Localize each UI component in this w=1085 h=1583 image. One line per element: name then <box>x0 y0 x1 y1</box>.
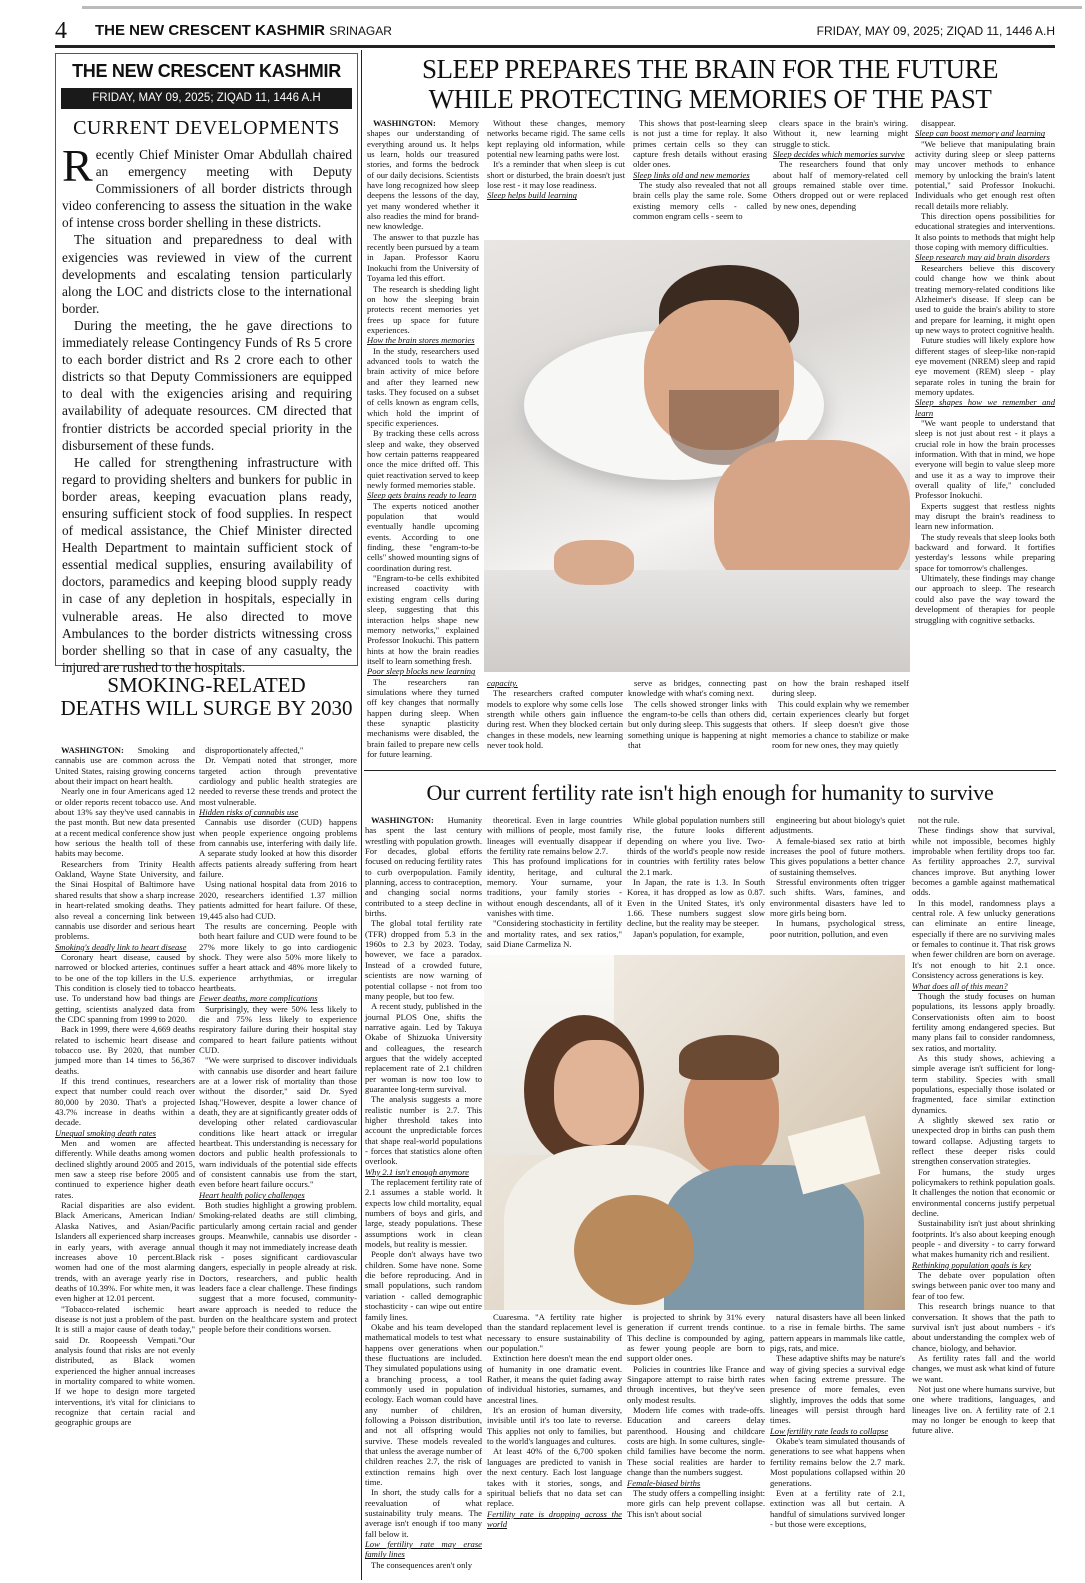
paragraph: "Tobacco-related ischemic heart disease is not just a problem of the past. It is still a major cause of death today," said Dr. Roopeessh Vempati."Our analysis found that risks are not evenly distributed, as Black women experienced the higher annual increases in mortality compared to white women. If we hope to design more targeted interventions, it's vital for clinicians to recognize that certain racial and geographic groups are <box>55 1303 195 1428</box>
paragraph <box>365 815 482 918</box>
paragraph: The debate over population often swings between panic over too many and fear of too few. <box>912 1270 1055 1301</box>
paragraph: If this trend continues, researchers expect that number could reach over 80,000 by 2030. That's a projected 43.7% increase in deaths within a decade. <box>55 1076 195 1128</box>
paragraph: The consequences aren't only <box>371 1559 473 1570</box>
paragraph: The cells showed stronger links with the engram-to-be cells than others did, but only during sleep. This suggests that something unique is happening at night that <box>628 698 767 751</box>
paragraph: As this study shows, achieving a simple average isn't sufficient for long-term stability. Species with small populations, especially those isolated or fragmented, face similar extinction dynamics. <box>912 1052 1055 1115</box>
paragraph: Cuaresma. "A fertility rate higher than the standard replacement level is necessary to ensure sustainability of our population." <box>487 1312 622 1354</box>
fertility-column-4-top <box>770 815 905 953</box>
paragraph: Coronary heart disease, caused by narrowed or blocked arteries, continues to be one of the top killers in the U.S. This condition is closely tied to tobacco use. To understand how bad things are getting, scientists analyzed data from the CDC spanning from 1999 to 2020. <box>55 951 195 1024</box>
paragraph: is projected to shrink by 31% every generation if current trends continue. This decline is compounded by aging, as fewer young people are born to support older ones. <box>627 1312 765 1364</box>
sleep-headline-line1: SLEEP PREPARES THE BRAIN FOR THE FUTURE <box>421 54 999 84</box>
paragraph: Policies in countries like France and Singapore attempt to raise birth rates through incentives, but they've seen only modest results. <box>627 1363 765 1405</box>
paragraph: While global population numbers still rise, the future looks different depending on where you live. Two-thirds of the world's people now reside in countries with fertility rates below the 2.1 mark. <box>627 815 765 877</box>
paragraph: theoretical. Even in large countries with millions of people, most family lineages will eventually disappear if the fertility rate remains below 2.7. <box>487 815 622 857</box>
current-developments-box <box>55 53 358 675</box>
paragraph: Cannabis use disorder (CUD) happens when people experience ongoing problems from cannabis use, interfering with daily life. A separate study looked at how this disorder affects patients already suffering from heart failure. <box>199 817 357 880</box>
current-developments-body <box>62 140 352 675</box>
paragraph: During the meeting, the he gave directions to immediately release Contingency Funds of Rs 5 crore to each border district and Rs 2 crore each to other districts so that Deputy Commissioners are equipped to deal with the exigencies arising and requiring availability of adequate resources. CM directed that frontier districts be accorded special priority in the disbursement of these funds. <box>62 317 352 453</box>
paragraph: For humans, the study urges policymakers to rethink population goals. It challenges the notion that economic or environmental concerns justify perpetual decline. <box>912 1166 1055 1219</box>
paragraph: The experts noticed another population that would eventually handle upcoming events. According to one finding, these "engram-to-be cells" showed mounting signs of coordination during rest. <box>367 500 479 573</box>
sleep-column-4-top <box>773 118 908 238</box>
page-number: 4 <box>55 18 67 44</box>
subheading: Sleep shapes how we remember and learn <box>915 397 1055 418</box>
paragraph: This direction opens possibilities for educational strategies and interventions. It also points to methods that might help those coping with memory difficulties. <box>915 211 1055 253</box>
paragraph: In this model, randomness plays a central role. A few unlucky generations can eliminate an entire lineage, especially if there are no surviving males or females to continue it. That risk grows when fewer children are born on average. It's not enough to hit 2.1 once. Consistency across generations is key. <box>912 897 1055 981</box>
paragraph: These findings show that survival, while not impossible, becomes highly improbable when fertility drops too far. As fertility approaches 2.7, survival chances improve. But anything lower becomes a gamble against mathematical odds. <box>912 825 1055 898</box>
paragraph-text: Humanity has spent the last century wrestling with population growth. For decades, global efforts focused on reducing fertility rates to curb overpopulation. Family planning, access to contraception, and changing social norms contributed to a steep decline in births. <box>365 815 482 919</box>
paragraph: Japan's population, for example, <box>633 928 745 939</box>
paragraph: The researchers found that only about half of memory-related cell groups remained stable over time. Others dropped out or were replaced by new ones, depending <box>773 159 908 211</box>
drop-cap: R <box>62 140 93 191</box>
paragraph: disappear. <box>921 118 956 128</box>
header-date: FRIDAY, MAY 09, 2025; ZIQAD 11, 1446 A.H <box>816 24 1055 38</box>
column-divider <box>361 50 362 1580</box>
paragraph <box>55 745 195 786</box>
paragraph: People don't always have two children. Some have none. Some die before reproducing. And in small populations, such random variation - called demographic stochasticity - can wipe out entire family lines. <box>365 1249 482 1322</box>
paragraph: Okabe and his team developed mathematical models to test what happens over generations when these fluctuations are included. They simulated populations using a branching process, a tool commonly used in population ecology. Each woman could have any number of children, following a Poisson distribution, and not all offspring would survive. These models revealed that unless the average number of children reaches 2.7, the risk of extinction remains high over time. <box>365 1321 482 1487</box>
box-date: FRIDAY, MAY 09, 2025; ZIQAD 11, 1446 A.H <box>92 92 321 104</box>
paragraph: Experts suggest that restless nights may disrupt the brain's readiness to learn new information. <box>915 500 1055 532</box>
sleep-column-3-bottom <box>628 678 767 766</box>
paragraph: "We were surprised to discover individuals with cannabis use disorder and heart failure are at a lower risk of mortality than those without the disorder," said Dr. Syed Ishaq."However, despite a lower chance of death, they are at significantly greater odds of developing other related cardiovascular conditions like heart attack or irregular heartbeat. This understanding is necessary for doctors and public health professionals to warn individuals of the potential side effects of consistent cannabis use from the start, even before heart failure occurs." <box>199 1055 357 1190</box>
paragraph: ecently Chief Minister Omar Abdullah chaired an emergency meeting with Deputy Commissioners of all border districts through video conferencing to assess the situation in the wake of intense cross border shelling in these districts. <box>62 147 352 231</box>
paragraph: It's an erosion of human diversity, invisible until it's too late to reverse. This applies not only to families, but to the world's languages and cultures. <box>487 1405 622 1447</box>
subheading: Low fertility rate may erase family lines <box>365 1539 482 1560</box>
subheading: Rethinking population goals is key <box>912 1259 1031 1270</box>
sleep-headline <box>365 54 1055 114</box>
fertility-column-5 <box>912 815 1055 1580</box>
subheading: Hidden risks of cannabis use <box>199 807 299 818</box>
paragraph: This shows that post-learning sleep is not just a time for replay. It also primes certain cells so they can capture fresh details without erasing older ones. <box>633 118 767 170</box>
couple-photo <box>484 955 905 1310</box>
subheading: How the brain stores memories <box>367 335 475 346</box>
masthead <box>95 22 392 39</box>
article-divider <box>364 770 1056 771</box>
paragraph: Sustainability isn't just about shrinking footprints. It's also about keeping enough people - and diversity - to carry forward what makes humanity rich and resilient. <box>912 1218 1055 1260</box>
subheading: Sleep links old and new memories <box>633 169 750 180</box>
fertility-column-4-bottom <box>770 1312 905 1580</box>
smoking-headline-line1: SMOKING-RELATED <box>107 673 306 697</box>
paragraph: In humans, psychological stress, poor nutrition, pollution, and even <box>770 918 905 939</box>
paragraph: A slightly skewed sex ratio or unexpected drop in births can push them toward collapse. Adjusting targets to reflect these deeper risks could strengthen conservation strategies. <box>912 1114 1055 1167</box>
paragraph: natural disasters have all been linked to a rise in female births. The same pattern appears in mammals like cattle, pigs, rats, and mice. <box>770 1312 905 1354</box>
fertility-headline: Our current fertility rate isn't high enough for humanity to survive <box>426 780 994 805</box>
paragraph: This research brings nuance to that conversation. It shows that the path to survival isn't just about numbers - it's about understanding the complex web of chance, biology, and behavior. <box>912 1301 1055 1353</box>
fertility-column-2-bottom <box>487 1312 622 1580</box>
paragraph: As fertility rates fall and the world changes, we must ask what kind of future we want. <box>912 1352 1055 1384</box>
paragraph: A recent study, published in the journal PLOS One, shifts the narrative again. Led by Takuya Okabe of Shizuoka University and colleagues, the research argues that the widely accepted replacement rate of 2.1 children per woman is now too low to guarantee long-term survival. <box>365 1001 482 1094</box>
paragraph: In the study, researchers used advanced tools to watch the brain activity of mice before and after they learned new tasks. They focused on a subset of cells known as engram cells, which hold the imprint of specific experiences. <box>367 345 479 428</box>
subheading: Low fertility rate leads to collapse <box>770 1425 889 1436</box>
paragraph: The study also revealed that not all brain cells play the same role. Some existing memory cells - called common engram cells - seem to <box>633 180 767 222</box>
paragraph: Even at a fertility rate of 2.1, extinction was all but certain. A handful of simulations survived longer - but those were exceptions, <box>770 1487 905 1529</box>
box-masthead: THE NEW CRESCENT KASHMIR <box>72 61 341 81</box>
paragraph: In short, the study calls for a reevaluation of what sustainability truly means. The average isn't enough if too many fall below it. <box>365 1487 482 1539</box>
paragraph: disproportionately affected," <box>205 745 304 755</box>
fertility-column-3-top <box>627 815 765 953</box>
paragraph: Men and women are affected differently. While deaths among women declined slightly around 2005 and 2015, men saw a steep rise before 2005 and continued to experience higher death rates. <box>55 1138 195 1200</box>
paragraph: The analysis suggests a more realistic number is 2.7. This higher threshold takes into account the unpredictable forces that shape real-world populations - forces that statistics alone often overlook. <box>365 1094 482 1167</box>
paragraph: Racial disparities are also evident. Black Americans, American Indian/ Alaska Natives, and Asian/Pacific Islanders all experienced sharp increases in early years, with average annual increases above 10 percent.Black women had one of the most alarming trends, with an average yearly rise in deaths of 10.39%. For white men, it was even higher at 12.01 percent. <box>55 1200 195 1304</box>
subheading: Female-biased births <box>627 1477 701 1488</box>
dateline: WASHINGTON: <box>61 745 124 755</box>
sleep-column-5 <box>915 118 1055 766</box>
paragraph-text: Memory shapes our understanding of everything around us. It helps us learn, holds our treasured stories, and forms the bedrock of our daily decisions. Scientists have long recognized how sleep deepens the lessons of the day, yet many wondered whether it also readies the mind for brand-new knowledge. <box>367 118 479 232</box>
paragraph: This has profound implications for identity, heritage, and cultural memory. Your surname, your traditions, your family stories - without enough descendants, all of it vanishes with time. <box>487 856 622 919</box>
paragraph: Ultimately, these findings may change our approach to sleep. The research could also pave the way toward the development of therapies for people struggling with cognitive setbacks. <box>915 573 1055 625</box>
paragraph: Extinction here doesn't mean the end of humanity in one dramatic event. Rather, it means the quiet fading away of individual histories, surnames, and ancestral lines. <box>487 1353 622 1405</box>
sleep-column-3-top <box>633 118 767 238</box>
paragraph: The study reveals that sleep looks both backward and forward. It fortifies yesterday's lessons while preparing space for tomorrow's challenges. <box>915 531 1055 573</box>
subheading: capacity. <box>487 678 518 688</box>
paragraph: Surprisingly, they were 50% less likely to die and 75% less likely to experience respiratory failure during their hospital stay compared to heart failure patients without CUD. <box>199 1003 357 1055</box>
sleep-column-4-bottom <box>772 678 909 766</box>
fertility-column-1 <box>365 815 482 1580</box>
subheading: Unequal smoking death rates <box>55 1127 156 1138</box>
top-divider <box>82 6 1082 9</box>
paragraph: The replacement fertility rate of 2.1 assumes a stable world. It expects low child mortality, equal numbers of boys and girls, and large, steady populations. These assumptions work in clean models, but reality is messier. <box>365 1177 482 1250</box>
paragraph: "We want people to understand that sleep is not just about rest - it plays a crucial role in how the brain processes information. With that in mind, we hope everyone will begin to value sleep more and use it as a way to improve their overall quality of life," concluded Professor Inokuchi. <box>915 417 1055 501</box>
paragraph: At least 40% of the 6,700 spoken languages are predicted to vanish in the next century. Each lost language takes with it stories, songs, and spiritual beliefs that no data set can replace. <box>487 1446 622 1509</box>
paragraph: By tracking these cells across sleep and wake, they observed how certain patterns reappeared once the mice drifted off. This quiet reactivation served to keep newly formed memories stable. <box>367 428 479 491</box>
header-rule <box>55 45 1055 48</box>
subheading: Fertility rate is dropping across the world <box>487 1508 622 1529</box>
paragraph: This could explain why we remember certain experiences clearly but forget others. If sleep doesn't give those memories a chance to stabilize or make room for new ones, they may quietly <box>772 698 909 751</box>
paragraph <box>367 118 479 232</box>
paragraph: These adaptive shifts may be nature's way of giving species a survival edge when facing extreme pressure. The presence of more females, even slightly, improves the odds that some lineages will persist through hard times. <box>770 1353 905 1426</box>
dateline: WASHINGTON: <box>373 118 436 128</box>
paragraph: A female-biased sex ratio at birth increases the pool of future mothers. This gives populations a better chance of sustaining themselves. <box>770 835 905 877</box>
paragraph: The researchers crafted computer models to explore why some cells lose strength while others gain influence during rest. When they blocked certain changes in these models, new learning never took hold. <box>487 688 623 751</box>
paragraph: Future studies will likely explore how different stages of sleep-like non-rapid eye movement (NREM) sleep and rapid eye movement (REM) sleep - play separate roles in tuning the brain for memory updates. <box>915 335 1055 397</box>
sleeping-man-photo <box>484 240 910 672</box>
paragraph: He called for strengthening infrastructure with regard to providing shelters and bunkers for public in border areas, keeping evacuation plans ready, ensuring sufficient stock of food supplies. In respect of medical assistance, the Chief Minister directed Health Department to maintain sufficient stock of essential medical supplies, ensuring availability of doctors, paramedics and keeping blood supply ready in case of any depletion in hospitals, especially in vulnerable areas. He also directed to move Ambulances to the border districts witnessing cross border shelling so that in case of any casualty, the injured are rushed to the hospitals. <box>62 454 352 675</box>
paragraph: Stressful environments often trigger such shifts. Wars, famines, and environmental disasters have led to more girls being born. <box>770 877 905 919</box>
paragraph: on how the brain reshaped itself during sleep. <box>772 678 909 699</box>
subheading: Sleep helps build learning <box>487 190 577 201</box>
subheading: Fewer deaths, more complications <box>199 993 318 1004</box>
paragraph: The answer to that puzzle has recently been pursued by a team in Japan. Professor Kaoru Inokuchi from the University of Toyama led this effort. <box>367 231 479 284</box>
paragraph: The results are concerning. People with both heart failure and CUD were found to be 27% more likely to go into cardiogenic shock. They were also 50% more likely to suffer a heart attack and 48% more likely to experience arrhythmias, or irregular heartbeats. <box>199 920 357 993</box>
subheading: What does all of this mean? <box>912 980 1008 991</box>
paragraph: Researchers from Trinity Health Oakland, Wayne State University, and the Sinai Hospital of Baltimore have shared results that show a sharp increase in heart-related smoking deaths. They also reveal a concerning link between cannabis use disorder and serious heart problems. <box>55 858 195 942</box>
city: SRINAGAR <box>329 24 392 38</box>
paragraph: The situation and preparedness to deal with exigencies was reviewed in view of the current developments and escalating tension particularly along the LOC and districts close to the international border. <box>62 232 352 316</box>
subheading: Sleep can boost memory and learning <box>915 128 1046 139</box>
paragraph: The researchers ran simulations where they turned off key changes that normally happen during sleep. When these synaptic plasticity mechanisms were disabled, the brain failed to prepare new cells for future learning. <box>367 676 479 759</box>
paragraph: Both studies highlight a growing problem. Smoking-related deaths are still climbing, particularly among certain racial and gender groups. Meanwhile, cannabis use disorder - though it may not immediately increase death risk - poses significant cardiovascular dangers, especially in people already at risk. Doctors, researchers, and public health leaders face a clear challenge. These findings suggest that a more focused, community-aware approach is needed to reduce the burden on the healthcare system and protect people before their conditions worsen. <box>199 1200 357 1335</box>
paragraph: Nearly one in four Americans aged 12 or older reports recent tobacco use. And about 13% say they've used cannabis in the past month. But new data presented at a recent medical conference show just how serious the health toll of these habits may become. <box>55 786 195 859</box>
smoking-headline-line2: DEATHS WILL SURGE BY 2030 <box>60 696 353 720</box>
paragraph: Dr. Vempati noted that stronger, more targeted action through preventative cardiology and public health strategies are needed to reverse these trends and protect the most vulnerable. <box>199 755 357 807</box>
paragraph: "Engram-to-be cells exhibited increased coactivity with existing engram cells during sleep, suggesting that this interaction helps shape new memory networks," explained Professor Inokuchi. This pattern hints at how the brain readies itself to learn something fresh. <box>367 573 479 666</box>
subheading: Sleep research may aid brain disorders <box>915 252 1050 263</box>
paragraph: Back in 1999, there were 4,669 deaths related to ischemic heart disease and tobacco use. By 2020, that number jumped more than 14 times to 56,367 deaths. <box>55 1024 195 1076</box>
sleep-column-2-bottom <box>487 678 623 766</box>
subheading: Sleep gets brains ready to learn <box>367 490 477 501</box>
paper-name: THE NEW CRESCENT KASHMIR <box>95 22 326 39</box>
sleep-column-1 <box>367 118 479 766</box>
current-developments-title: CURRENT DEVELOPMENTS <box>73 117 340 139</box>
paragraph: The research is shedding light on how the sleeping brain protects recent memories yet frees up space for future experiences. <box>367 283 479 335</box>
paragraph: clears space in the brain's wiring. Without it, new learning might struggle to stick. <box>773 118 908 149</box>
paragraph: engineering but about biology's quiet adjustments. <box>770 815 905 836</box>
paragraph: Using national hospital data from 2016 to 2020, researchers identified 1.37 million patients admitted for heart failure. Of these, 19,445 also had CUD. <box>199 879 357 921</box>
smoking-column-2 <box>199 745 357 1580</box>
paragraph: "Considering stochasticity in fertility and mortality rates, and sex ratios," said Diane Carmeliza N. <box>487 918 622 950</box>
paragraph: Modern life comes with trade-offs. Education and careers delay parenthood. Housing and childcare costs are high. In some cultures, single-child families have become the norm. These social realities are harder to change than the numbers suggest. <box>627 1405 765 1478</box>
subheading: Smoking's deadly link to heart disease <box>55 941 187 952</box>
paragraph: Okabe's team simulated thousands of generations to see what happens when fertility remains below the 2.7 mark. Most populations collapsed within 20 generations. <box>770 1436 905 1488</box>
paragraph: In Japan, the rate is 1.3. In South Korea, it has dropped as low as 0.87. Even in the United States, it's only 1.66. These numbers suggest slow decline, but the reality may be steeper. <box>627 877 765 929</box>
paragraph: Researchers believe this discovery could change how we think about treating memory-related conditions like Alzheimer's disease. If sleep can be used to guide the brain's ability to store and prepare for learning, it might open up new ways to protect cognitive health. <box>915 262 1055 335</box>
subheading: Why 2.1 isn't enough anymore <box>365 1166 469 1177</box>
paragraph: serve as bridges, connecting past knowledge with what's coming next. <box>628 678 767 699</box>
fertility-column-3-bottom <box>627 1312 765 1580</box>
sleep-column-2-top <box>487 118 625 238</box>
smoking-headline <box>55 674 358 720</box>
paragraph: The study offers a compelling insight: more girls can help prevent collapse. This isn't about social <box>627 1487 765 1519</box>
subheading: Sleep decides which memories survive <box>773 149 905 160</box>
paragraph: "We believe that manipulating brain activity during sleep or sleep patterns may uncover methods to enhance memory by unlocking the brain's latent potential," said Professor Inokuchi. Individuals who get enough rest often recall details more reliably. <box>915 138 1055 211</box>
sleep-headline-line2: WHILE PROTECTING MEMORIES OF THE PAST <box>428 84 992 114</box>
paragraph: The global total fertility rate (TFR) dropped from 5.3 in the 1960s to 2.3 by 2023. Today, however, we face a paradox. Instead of a crowded future, scientists are now warning of potential collapse - not from too many people, but too few. <box>365 918 482 1001</box>
paragraph: It's a reminder that when sleep is cut short or disturbed, the brain doesn't just lose rest - it may lose readiness. <box>487 159 625 191</box>
paragraph: Not just one where humans survive, but one where traditions, languages, and lineages live on. A fertility rate of 2.1 may no longer be enough to keep that future alive. <box>912 1383 1055 1436</box>
box-date-bar <box>61 88 352 109</box>
dateline: WASHINGTON: <box>371 815 434 825</box>
paragraph: Though the study focuses on human populations, its lessons apply broadly. Conservationists often aim to boost fertility among endangered species. But many plans fail to consider randomness, sex ratios, and mortality. <box>912 990 1055 1053</box>
paragraph-text: Smoking and cannabis use are common across the United States, raising growing concerns about their impact on heart health. <box>55 745 195 787</box>
subheading: Heart health policy challenges <box>199 1189 305 1200</box>
paragraph: Without these changes, memory networks became rigid. The same cells kept replaying old information, while potential new learning paths were lost. <box>487 118 625 160</box>
fertility-column-2-top <box>487 815 622 953</box>
paragraph: not the rule. <box>918 815 960 825</box>
smoking-column-1 <box>55 745 195 1580</box>
subheading: Poor sleep blocks new learning <box>367 666 476 677</box>
